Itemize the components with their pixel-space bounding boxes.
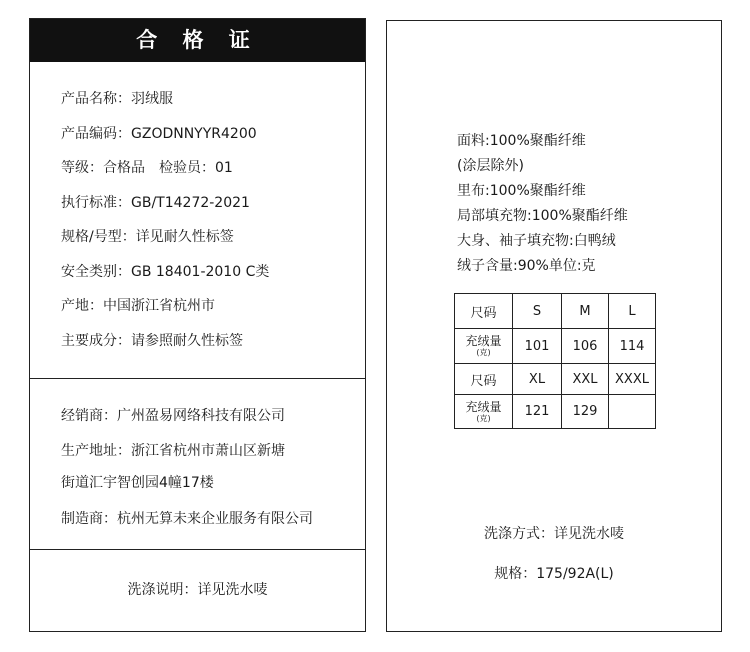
fabric-material: 面料:100%聚酯纤维: [457, 133, 586, 149]
size-cell: L: [609, 294, 656, 329]
durability-label-card: [386, 20, 722, 632]
manufacturer: 制造商：杭州无算未来企业服务有限公司: [61, 511, 313, 527]
wash-method: 洗涤方式：详见洗水唛: [484, 526, 624, 542]
section-divider: [30, 549, 365, 550]
fill-unit: (克): [476, 348, 491, 357]
fill-label: 充绒量: [465, 334, 502, 348]
grade-inspector: 等级：合格品 检验员：01: [61, 160, 233, 176]
fill-cell: 101: [513, 329, 562, 364]
size-fill-table: [454, 293, 656, 429]
size-header-cell: 尺码: [455, 294, 513, 329]
product-code: 产品编码：GZODNNYYR4200: [61, 126, 257, 142]
fill-label: 充绒量: [465, 399, 502, 414]
body-filling: 大身、袖子填充物:白鸭绒: [457, 233, 616, 249]
table-row: [455, 294, 656, 329]
fill-header-cell: [455, 329, 513, 364]
fill-unit: (克): [476, 413, 491, 423]
spec: 规格：175/92A(L): [494, 566, 614, 582]
fill-cell: 106: [562, 329, 609, 364]
partial-filling: 局部填充物:100%聚酯纤维: [457, 208, 628, 224]
fill-cell: 114: [609, 329, 656, 364]
table-row: [455, 395, 656, 429]
size-cell: XXXL: [609, 364, 656, 395]
certificate-card: [29, 18, 366, 632]
down-content: 绒子含量:90%单位:克: [457, 258, 596, 274]
main-composition: 主要成分：请参照耐久性标签: [61, 333, 243, 349]
size-cell: XXL: [562, 364, 609, 395]
fill-cell: 129: [562, 395, 609, 429]
production-address-cont: 街道汇宇智创园4幢17楼: [61, 475, 214, 491]
fill-cell: [609, 395, 656, 429]
size-cell: XL: [513, 364, 562, 395]
safety-category: 安全类别：GB 18401-2010 C类: [61, 264, 270, 280]
standard: 执行标准：GB/T14272-2021: [61, 195, 250, 211]
table-row: [455, 329, 656, 364]
dealer: 经销商：广州盈易网络科技有限公司: [61, 408, 285, 424]
size-cell: S: [513, 294, 562, 329]
size-cell: M: [562, 294, 609, 329]
product-name: 产品名称：羽绒服: [61, 91, 173, 107]
production-address: 生产地址：浙江省杭州市萧山区新塘: [61, 443, 285, 459]
coating-note: (涂层除外): [457, 158, 524, 174]
wash-note: 洗涤说明：详见洗水唛: [127, 582, 268, 598]
fill-header-cell: [455, 395, 513, 429]
section-divider: [30, 378, 365, 379]
fill-cell: 121: [513, 395, 562, 429]
certificate-title: 合 格 证: [30, 19, 365, 62]
lining-material: 里布:100%聚酯纤维: [457, 183, 586, 199]
size-model: 规格/号型：详见耐久性标签: [61, 229, 234, 245]
table-row: [455, 364, 656, 395]
size-header-cell: 尺码: [455, 364, 513, 395]
origin: 产地：中国浙江省杭州市: [61, 298, 215, 314]
